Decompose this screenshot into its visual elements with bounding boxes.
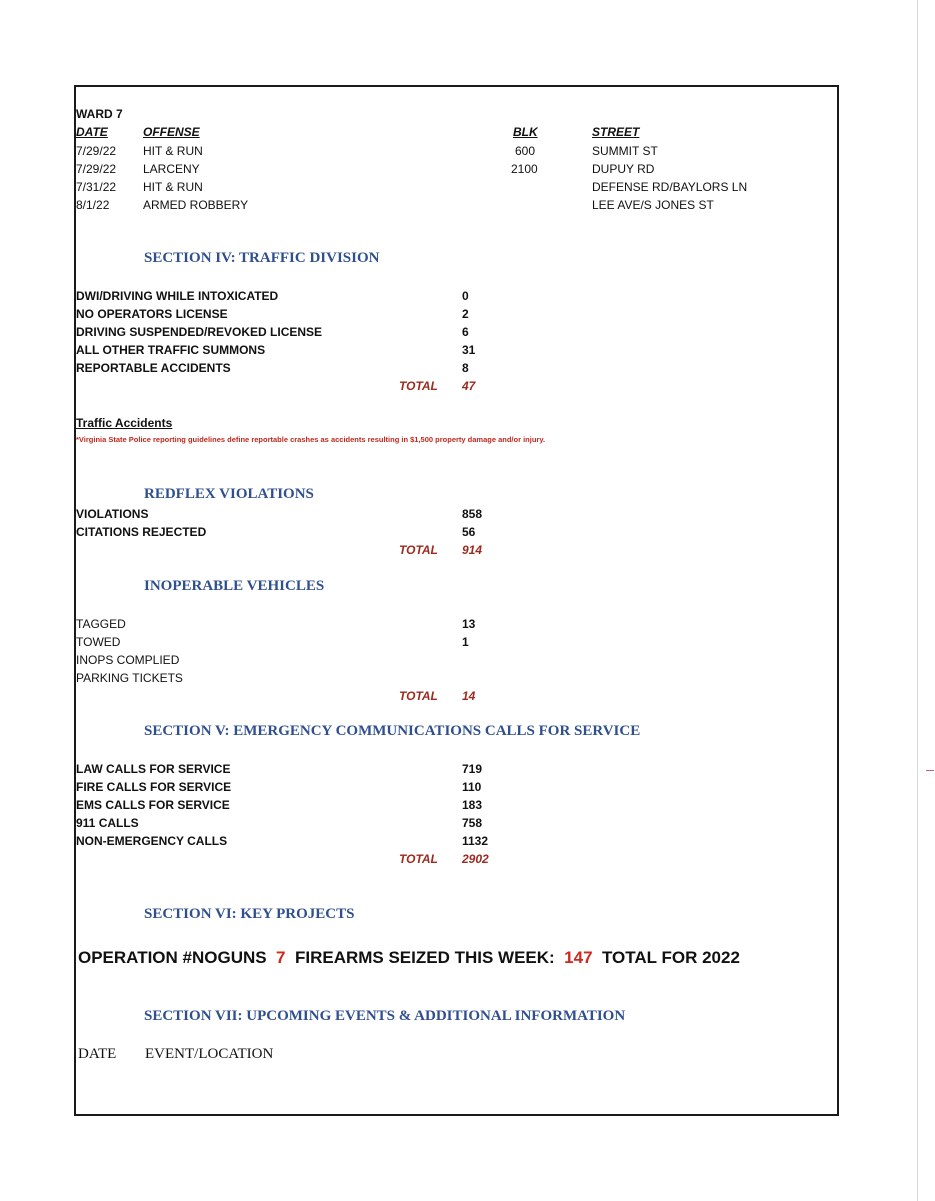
emergency-item-label: FIRE CALLS FOR SERVICE <box>76 780 232 794</box>
ward-row-blk: 600 <box>515 144 536 158</box>
emergency-item-label: 911 CALLS <box>76 816 139 830</box>
inoperable-item-label: TOWED <box>76 635 121 649</box>
redflex-heading: REDFLEX VIOLATIONS <box>144 486 314 502</box>
noguns-year-count: 147 <box>564 948 593 967</box>
inoperable-total-value: 14 <box>462 689 476 703</box>
ward-header-date: DATE <box>76 125 108 139</box>
redflex-item-value: 56 <box>462 525 476 539</box>
traffic-item-label: REPORTABLE ACCIDENTS <box>76 361 231 375</box>
ward-row-date: 8/1/22 <box>76 198 110 212</box>
noguns-line <box>78 948 740 968</box>
emergency-item-label: LAW CALLS FOR SERVICE <box>76 762 231 776</box>
inoperable-item-label: TAGGED <box>76 617 126 631</box>
events-heading: SECTION VII: UPCOMING EVENTS & ADDITIONAL INFORMATION <box>144 1008 626 1024</box>
inoperable-item-label: INOPS COMPLIED <box>76 653 180 667</box>
traffic-item-label: ALL OTHER TRAFFIC SUMMONS <box>76 343 266 357</box>
traffic-item-label: NO OPERATORS LICENSE <box>76 307 228 321</box>
projects-heading: SECTION VI: KEY PROJECTS <box>144 906 355 922</box>
traffic-accidents-note: *Virginia State Police reporting guidelines define reportable crashes as accidents resulting in $1,500 property damage and/or injury. <box>76 435 546 444</box>
ward-row-date: 7/29/22 <box>76 144 117 158</box>
ward-row-street: DUPUY RD <box>592 162 655 176</box>
emergency-item-value: 1132 <box>462 834 489 848</box>
ward-row-street: LEE AVE/S JONES ST <box>592 198 714 212</box>
redflex-total-value: 914 <box>462 543 483 557</box>
redflex-item-value: 858 <box>462 507 483 521</box>
page-edge-line <box>917 0 918 1201</box>
inoperable-item-label: PARKING TICKETS <box>76 671 183 685</box>
inoperable-total-label: TOTAL <box>399 689 438 703</box>
traffic-item-label: DRIVING SUSPENDED/REVOKED LICENSE <box>76 325 323 339</box>
redflex-item-label: VIOLATIONS <box>76 507 149 521</box>
traffic-item-value: 8 <box>462 361 469 375</box>
inoperable-item-value: 13 <box>462 617 476 631</box>
noguns-week-count: 7 <box>276 948 286 967</box>
noguns-label: OPERATION #NOGUNS <box>78 948 267 967</box>
ward-row-blk: 2100 <box>511 162 538 176</box>
events-location-header: EVENT/LOCATION <box>145 1046 274 1062</box>
ward-row-offense: HIT & RUN <box>143 144 203 158</box>
emergency-heading: SECTION V: EMERGENCY COMMUNICATIONS CALLS FOR SERVICE <box>144 723 641 739</box>
emergency-item-value: 758 <box>462 816 483 830</box>
ward-row-date: 7/29/22 <box>76 162 117 176</box>
traffic-total-value: 47 <box>462 379 476 393</box>
traffic-item-value: 0 <box>462 289 469 303</box>
page-edge-mark <box>926 770 934 771</box>
ward-row-offense: ARMED ROBBERY <box>143 198 249 212</box>
ward-header-offense: OFFENSE <box>143 125 200 139</box>
redflex-item-label: CITATIONS REJECTED <box>76 525 207 539</box>
emergency-item-value: 110 <box>462 780 482 794</box>
emergency-item-value: 719 <box>462 762 483 776</box>
ward-title: WARD 7 <box>76 107 123 121</box>
traffic-accidents-heading: Traffic Accidents <box>76 416 173 430</box>
emergency-total-value: 2902 <box>462 852 489 866</box>
emergency-item-value: 183 <box>462 798 483 812</box>
ward-row-date: 7/31/22 <box>76 180 117 194</box>
noguns-year-label: TOTAL FOR 2022 <box>601 948 740 967</box>
emergency-item-label: EMS CALLS FOR SERVICE <box>76 798 230 812</box>
ward-row-street: SUMMIT ST <box>592 144 658 158</box>
traffic-item-value: 2 <box>462 307 469 321</box>
ward-row-street: DEFENSE RD/BAYLORS LN <box>592 180 748 194</box>
inoperable-heading: INOPERABLE VEHICLES <box>144 578 325 594</box>
ward-header-street: STREET <box>592 125 640 139</box>
inoperable-item-value: 1 <box>462 635 469 649</box>
ward-header-blk: BLK <box>513 125 538 139</box>
noguns-week-label: FIREARMS SEIZED THIS WEEK: <box>294 948 555 967</box>
traffic-item-value: 6 <box>462 325 469 339</box>
emergency-item-label: NON-EMERGENCY CALLS <box>76 834 228 848</box>
emergency-total-label: TOTAL <box>399 852 438 866</box>
traffic-total-label: TOTAL <box>399 379 438 393</box>
ward-row-offense: HIT & RUN <box>143 180 203 194</box>
redflex-total-label: TOTAL <box>399 543 438 557</box>
ward-row-offense: LARCENY <box>143 162 200 176</box>
traffic-heading: SECTION IV: TRAFFIC DIVISION <box>144 250 380 266</box>
traffic-item-label: DWI/DRIVING WHILE INTOXICATED <box>76 289 279 303</box>
traffic-item-value: 31 <box>462 343 476 357</box>
events-date-header: DATE <box>78 1046 117 1062</box>
